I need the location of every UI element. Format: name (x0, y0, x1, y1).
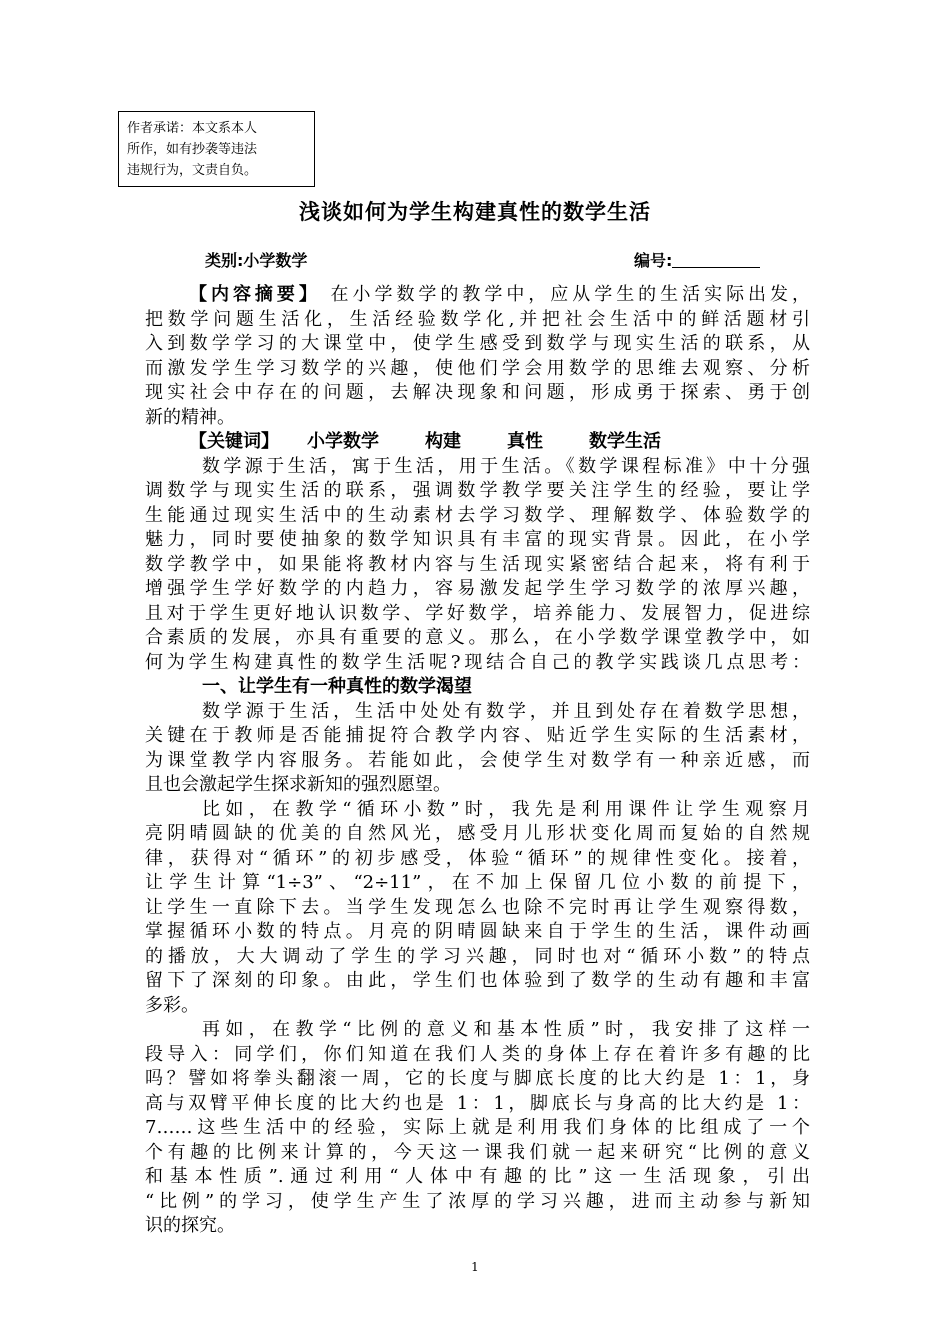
section-heading: 一、让学生有一种真性的数学渴望 (202, 676, 472, 697)
paragraph-line: 让学生计算“1÷3”、“2÷11”，在不加上保留几位小数的前提下， (145, 872, 810, 893)
intro-line: 数学源于生活，寓于生活，用于生活。《数学课程标准》中十分强 (202, 455, 810, 477)
abstract-line: 而激发学生学习数学的兴趣，使他们学会用数学的思维去观察、分析 (145, 357, 810, 379)
paragraph-line: 为课堂教学内容服务。若能如此，会使学生对数学有一种亲近感，而 (145, 749, 810, 771)
pledge-line: 作者承诺：本文系本人 (127, 121, 258, 136)
pledge-line: 违规行为，文责自负。 (127, 163, 258, 178)
paragraph-line: 7……这些生活中的经验，实际上就是利用我们身体的比组成了一个 (145, 1117, 810, 1138)
keyword: 真性 (507, 431, 543, 452)
paragraph-line: 的播放，大大调动了学生的学习兴趣，同时也对“循环小数”的特点 (145, 945, 810, 967)
category-label: 类别:小学数学 (205, 251, 308, 270)
intro-line: 生能通过现实生活中的生动素材去学习数学、理解数学、体验数学的 (145, 504, 810, 526)
abstract-line: 现实社会中存在的问题，去解决现象和问题，形成勇于探索、勇于创 (145, 382, 810, 403)
keyword: 构建 (425, 431, 461, 452)
paragraph-line: 吗？譬如将拳头翻滚一周，它的长度与脚底长度的比大约是 1：1，身 (145, 1068, 810, 1089)
intro-line: 且对于学生更好地认识数学、学好数学，培养能力、发展智力，促进综 (145, 602, 810, 624)
paragraph-line: 且也会激起学生探求新知的强烈愿望。 (145, 774, 451, 795)
abstract-line: 入到数学学习的大课堂中，使学生感受到数学与现实生活的联系，从 (145, 333, 810, 354)
intro-line: 数学教学中，如果能将教材内容与生活现实紧密结合起来，将有利于 (145, 553, 810, 575)
keyword: 小学数学 (307, 431, 379, 452)
paragraph-line: 掌握循环小数的特点。月亮的阴晴圆缺来自于学生的生活，课件动画 (145, 921, 810, 942)
serial-number-label: 编号: (634, 251, 673, 270)
serial-number (634, 248, 760, 271)
paragraph-line: 识的探究。 (145, 1215, 235, 1236)
paragraph-line: 律，获得对“循环”的初步感受，体验“循环”的规律性变化。接着， (145, 847, 810, 869)
abstract-line: 新的精神。 (145, 406, 235, 428)
keywords-line (145, 430, 810, 455)
paragraph-line: 关键在于教师是否能捕捉符合教学内容、贴近学生实际的生活素材， (145, 725, 810, 746)
keywords-label: 【关键词】 (189, 431, 279, 452)
intro-line: 何为学生构建真性的数学生活呢?现结合自己的教学实践谈几点思考： (145, 651, 810, 673)
abstract-label: 【内容摘要】 (189, 284, 321, 305)
paragraph-line: 段导入：同学们，你们知道在我们人类的身体上存在着许多有趣的比 (145, 1043, 810, 1065)
abstract-line: 【内容摘要】 在小学数学的教学中，应从学生的生活实际出发， (189, 284, 810, 305)
abstract-line: 把数学问题生活化，生活经验数学化,并把社会生活中的鲜活题材引 (145, 308, 810, 330)
serial-number-blank (672, 251, 760, 268)
pledge-line: 所作，如有抄袭等违法 (127, 142, 258, 157)
intro-line: 魅力，同时要使抽象的数学知识具有丰富的现实背景。因此，在小学 (145, 529, 810, 550)
paragraph-line: 比如，在教学“循环小数”时，我先是利用课件让学生观察月 (202, 798, 810, 820)
paragraph-line: 和基本性质”.通过利用“人体中有趣的比”这一生活现象，引出 (145, 1166, 810, 1187)
paragraph-line: “比例”的学习，使学生产生了浓厚的学习兴趣，进而主动参与新知 (145, 1190, 810, 1212)
paragraph-line: 个有趣的比例来计算的，今天这一课我们就一起来研究“比例的意义 (145, 1141, 810, 1163)
document-title: 浅谈如何为学生构建真性的数学生活 (299, 200, 651, 224)
intro-line: 合素质的发展，亦具有重要的意义。那么，在小学数学课堂教学中，如 (145, 627, 810, 648)
paragraph-line: 多彩。 (145, 994, 199, 1016)
document-body (145, 283, 810, 1239)
paragraph-line: 让学生一直除下去。当学生发现怎么也除不完时再让学生观察得数， (145, 896, 810, 918)
paragraph-line: 留下了深刻的印象。由此，学生们也体验到了数学的生动有趣和丰富 (145, 970, 810, 991)
paragraph-line: 再如，在教学“比例的意义和基本性质”时，我安排了这样一 (202, 1019, 810, 1040)
intro-line: 调数学与现实生活的联系，强调数学教学要关注学生的经验，要让学 (145, 480, 810, 501)
paragraph-line: 高与双臂平伸长度的比大约也是 1：1，脚底长与身高的比大约是 1： (145, 1092, 810, 1114)
author-pledge-box (118, 111, 315, 187)
paragraph-line: 数学源于生活，生活中处处有数学，并且到处存在着数学思想， (202, 700, 810, 722)
keyword: 数学生活 (589, 431, 661, 452)
intro-line: 增强学生学好数学的内趋力，容易激发起学生学习数学的浓厚兴趣， (145, 578, 810, 599)
paragraph-line: 亮阴晴圆缺的优美的自然风光，感受月儿形状变化周而复始的自然规 (145, 823, 810, 844)
page-number: 1 (471, 1260, 479, 1274)
